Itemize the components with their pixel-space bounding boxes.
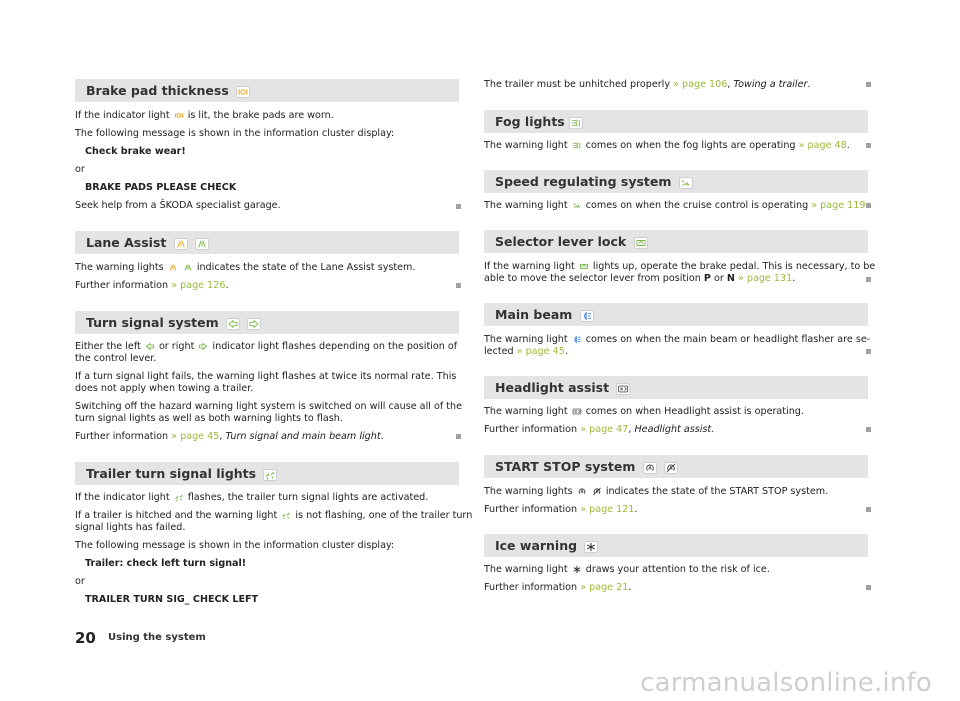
turn-left-icon	[226, 318, 240, 330]
trailer-turn-p3: The following message is shown in the information cluster display:	[75, 540, 395, 551]
section-heading-main-beam: Main beam	[484, 303, 868, 326]
turn-p3a: Switching off the hazard warning light system is switched on will cause all of the	[75, 401, 462, 412]
start-stop-icon	[643, 462, 657, 474]
section-end-mark	[456, 283, 461, 288]
turn-right-icon	[198, 342, 208, 351]
lane-assist-icon	[168, 263, 178, 272]
brake-p2: The following message is shown in the information cluster display:	[75, 128, 395, 139]
lane-p2: Further information » page 126.	[75, 280, 229, 291]
ice-p1: The warning light draws your attention to the risk of ice.	[484, 564, 770, 575]
turn-p1-cont: the control lever.	[75, 353, 157, 364]
trailer-turn-msg1: Trailer: check left turn signal!	[85, 558, 247, 569]
trailer-turn-p2-cont: signal lights has failed.	[75, 522, 186, 533]
trailer-turn-signal-icon	[281, 511, 291, 520]
section-end-mark	[866, 82, 871, 87]
start-stop-icon	[577, 487, 587, 496]
section-heading-fog-lights: Fog lights	[484, 110, 868, 133]
headlight-assist-icon	[572, 407, 582, 416]
section-end-mark	[456, 204, 461, 209]
lane-assist-active-icon	[195, 238, 209, 250]
page-link[interactable]: » page 45	[171, 431, 220, 442]
main-beam-icon	[572, 335, 582, 344]
section-end-mark	[866, 427, 871, 432]
section-end-mark	[866, 507, 871, 512]
brake-msg2: BRAKE PADS PLEASE CHECK	[85, 182, 237, 193]
section-end-mark	[866, 277, 871, 282]
fog-p1: The warning light comes on when the fog lights are operating » page 48.	[484, 140, 850, 151]
turn-p2b: does not apply when towing a trailer.	[75, 383, 254, 394]
page-link[interactable]: » page 45	[516, 346, 565, 357]
selector-p1: If the warning light lights up, operate the brake pedal. This is necessary, to be	[484, 261, 876, 272]
turn-p1: Either the left or right indicator light flashes depending on the position of	[75, 341, 458, 352]
snowflake-icon	[572, 565, 582, 574]
turn-p3b: turn signal lights as well as both warning lights to flash.	[75, 413, 343, 424]
brake-or: or	[75, 164, 85, 175]
page-link[interactable]: » page 47	[580, 424, 629, 435]
running-section-title: Using the system	[108, 632, 206, 643]
page-link[interactable]: » page 126	[171, 280, 226, 291]
turn-right-icon	[247, 318, 261, 330]
section-heading-start-stop: START STOP system	[484, 455, 868, 478]
fog-light-icon	[572, 141, 582, 150]
startstop-p2: Further information » page 121.	[484, 504, 638, 515]
turn-p4: Further information » page 45, Turn signal and main beam light.	[75, 431, 384, 442]
brake-pad-icon	[174, 111, 184, 120]
page-link[interactable]: » page 119	[811, 200, 866, 211]
section-heading-lane-assist: Lane Assist	[75, 231, 459, 254]
trailer-turn-or: or	[75, 576, 85, 587]
page-number: 20	[75, 629, 96, 647]
start-stop-off-icon	[664, 462, 678, 474]
lane-p1: The warning lights indicates the state of the Lane Assist system.	[75, 262, 416, 273]
brake-pad-icon	[236, 86, 250, 98]
page-link[interactable]: » page 106	[673, 79, 728, 90]
section-heading-headlight-assist: Headlight assist	[484, 376, 868, 399]
headlight-p1: The warning light comes on when Headlight assist is operating.	[484, 406, 804, 417]
turn-left-icon	[145, 342, 155, 351]
trailer-turn-p2: If a trailer is hitched and the warning light is not flashing, one of the trailer turn	[75, 510, 473, 521]
trailer-turn-p1: If the indicator light flashes, the trailer turn signal lights are activated.	[75, 492, 429, 503]
selector-lever-icon	[579, 262, 589, 271]
page-link[interactable]: » page 48	[798, 140, 847, 151]
section-end-mark	[866, 349, 871, 354]
trailer-turn-msg2: TRAILER TURN SIG_ CHECK LEFT	[85, 594, 259, 605]
selector-lever-icon	[634, 237, 648, 249]
headlight-p2: Further information » page 47, Headlight assist.	[484, 424, 715, 435]
headlight-assist-icon	[616, 383, 630, 395]
brake-p3: Seek help from a ŠKODA specialist garage.	[75, 200, 281, 211]
page-link[interactable]: » page 121	[580, 504, 635, 515]
section-end-mark	[866, 585, 871, 590]
brake-msg1: Check brake wear!	[85, 146, 186, 157]
section-heading-turn-signal: Turn signal system	[75, 311, 459, 334]
startstop-p1: The warning lights indicates the state of the START STOP system.	[484, 486, 829, 497]
page-link[interactable]: » page 131	[737, 273, 793, 284]
section-heading-speed-regulating: Speed regulating system	[484, 170, 868, 193]
selector-p2: able to move the selector lever from position P or N » page 131.	[484, 273, 796, 284]
section-end-mark	[866, 203, 871, 208]
trailer-turn-signal-icon	[263, 469, 277, 481]
page-link[interactable]: » page 21	[580, 582, 629, 593]
start-stop-off-icon	[592, 487, 602, 496]
speed-p1: The warning light comes on when the cruise control is operating » page 119	[484, 200, 866, 211]
lane-assist-active-icon	[183, 263, 193, 272]
cruise-control-icon	[679, 177, 693, 189]
section-heading-ice-warning: Ice warning	[484, 534, 868, 557]
section-heading-selector-lever: Selector lever lock	[484, 230, 868, 253]
ice-p2: Further information » page 21.	[484, 582, 632, 593]
trailer-turn-signal-icon	[174, 493, 184, 502]
turn-p2a: If a turn signal light fails, the warning light flashes at twice its normal rate. This	[75, 371, 457, 382]
snowflake-icon	[584, 541, 598, 553]
main-beam-icon	[580, 310, 594, 322]
section-heading-brake-pad: Brake pad thickness	[75, 79, 459, 102]
section-heading-trailer-turn: Trailer turn signal lights	[75, 462, 459, 485]
main-beam-p2: lected » page 45.	[484, 346, 568, 357]
main-beam-p1: The warning light comes on when the main beam or headlight flasher are se-	[484, 334, 871, 345]
section-end-mark	[456, 434, 461, 439]
trailer-unhitch-p1: The trailer must be unhitched properly » page 106, Towing a trailer.	[484, 79, 811, 90]
section-end-mark	[866, 143, 871, 148]
cruise-control-icon	[572, 201, 582, 210]
fog-light-icon	[569, 117, 583, 129]
brake-p1: If the indicator light is lit, the brake pads are worn.	[75, 110, 334, 121]
watermark: carmanualsonline.info	[640, 668, 932, 698]
lane-assist-icon	[174, 238, 188, 250]
